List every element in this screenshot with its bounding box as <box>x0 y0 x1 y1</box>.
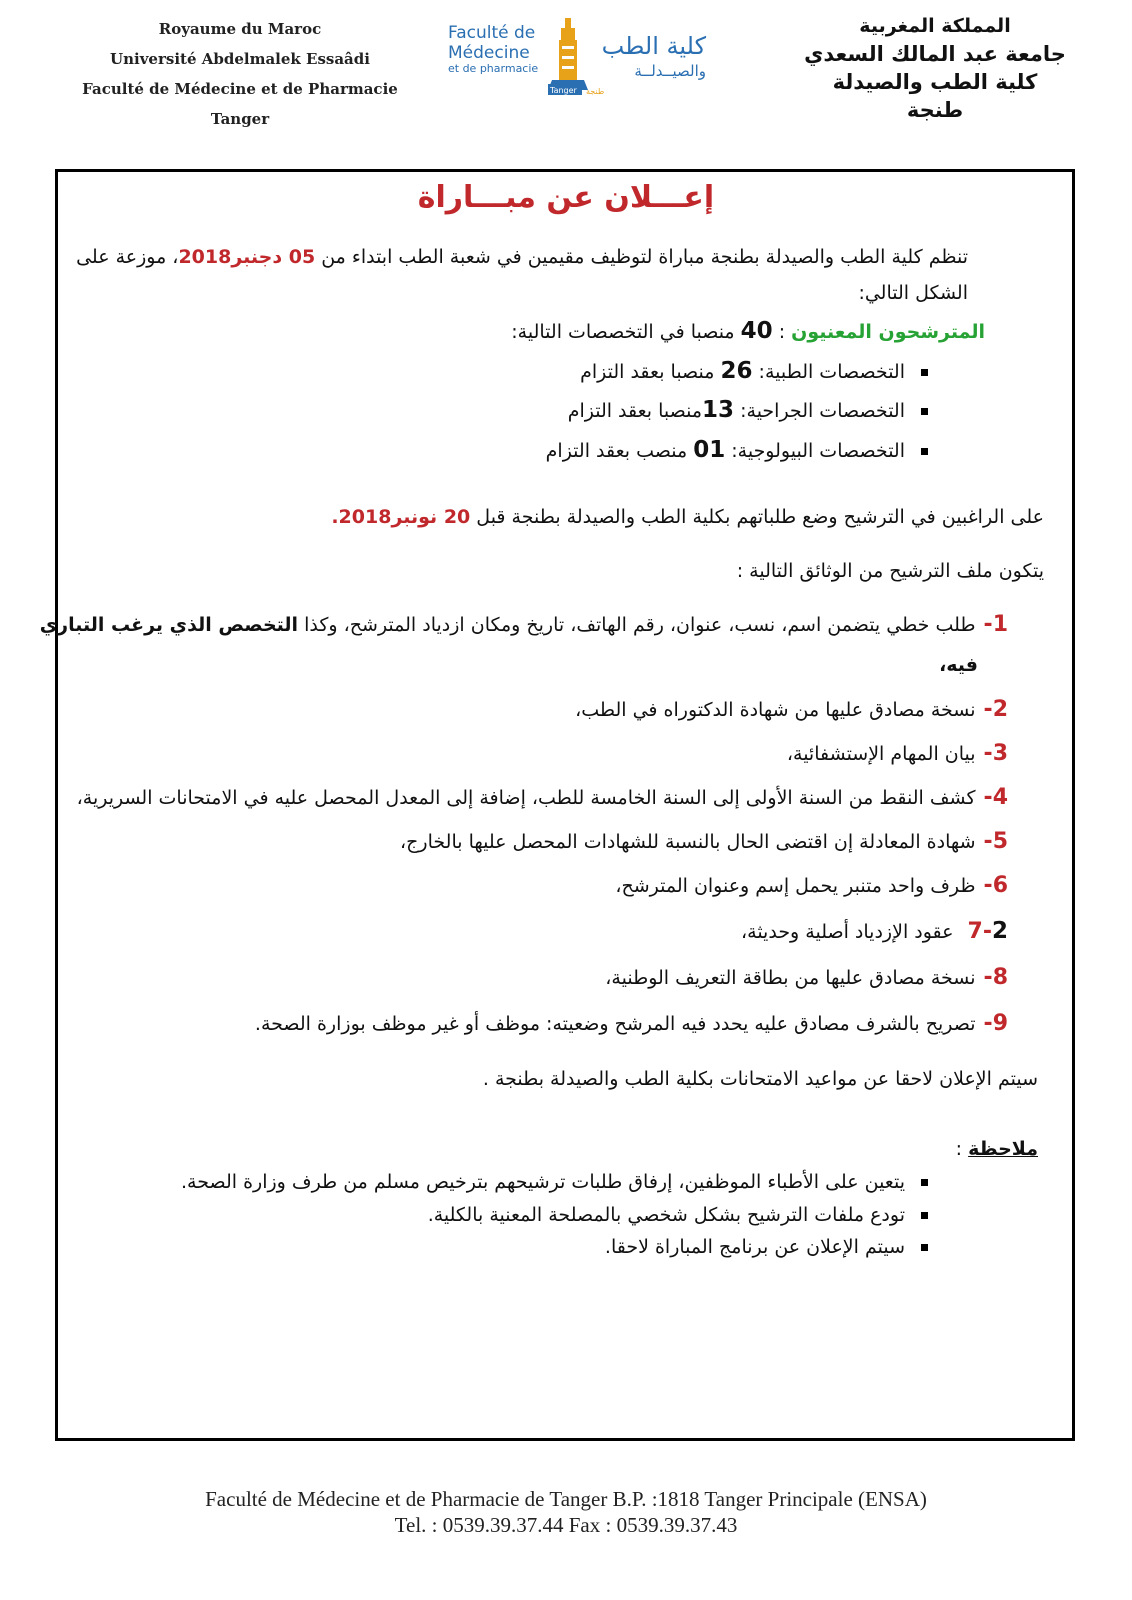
document-number: 6- <box>983 873 1008 898</box>
remark-item <box>428 1204 928 1226</box>
documents-intro: يتكون ملف الترشيح من الوثائق التالية : <box>736 560 1044 582</box>
lighthouse-icon <box>548 18 588 90</box>
specialty-count: 01 <box>693 437 726 463</box>
specialty-count: 26 <box>720 358 753 384</box>
logo-fr-2: Médecine <box>448 43 530 63</box>
document-number: 8- <box>983 965 1008 990</box>
bullet-icon <box>921 1179 928 1186</box>
header-arabic <box>780 12 1090 124</box>
document-item <box>741 918 1008 944</box>
document-item <box>255 1011 1008 1036</box>
specialty-rest: منصب بعقد التزام <box>545 440 694 462</box>
document-count: 2 <box>991 918 1008 944</box>
intro-line-2: الشكل التالي: <box>858 282 968 304</box>
document-item <box>40 612 1008 637</box>
logo-fr-1: Faculté de <box>448 23 536 43</box>
logo-badge-ar: طنجة <box>586 87 605 96</box>
bullet-icon <box>921 369 928 376</box>
document-item <box>787 741 1008 766</box>
bullet-icon <box>921 448 928 455</box>
header-ar-city: طنجة <box>906 98 964 122</box>
faculty-logo <box>448 12 748 132</box>
header-ar-university: جامعة عبد المالك السعدي <box>804 42 1066 66</box>
footer-address: Faculté de Médecine et de Pharmacie de Tanger B.P. :1818 Tanger Principale (ENSA) <box>205 1487 927 1511</box>
document-text: طلب خطي يتضمن اسم، نسب، عنوان، رقم الهاتف، تاريخ ومكان ازدياد المترشح، وكذا <box>298 614 976 636</box>
candidates-rest: منصبا في التخصصات التالية: <box>511 321 741 343</box>
document-number: 5- <box>983 829 1008 854</box>
header-fr-city: Tanger <box>210 110 270 128</box>
candidates-label: المترشحون المعنيون <box>791 321 985 343</box>
specialty-count: 13 <box>702 397 735 423</box>
document-item <box>605 965 1008 990</box>
document-number: 1- <box>983 612 1008 637</box>
document-continuation: فيه، <box>939 654 978 676</box>
remark-text: سيتم الإعلان عن برنامج المباراة لاحقا. <box>604 1236 905 1258</box>
document-number: 4- <box>983 785 1008 810</box>
remark-item <box>181 1171 928 1193</box>
document-number: 2- <box>983 697 1008 722</box>
remark-item <box>605 1236 928 1258</box>
remark-text: تودع ملفات الترشيح بشكل شخصي بالمصلحة المعنية بالكلية. <box>427 1204 905 1226</box>
intro-text-end: ، موزعة على <box>76 246 179 268</box>
deadline-text: على الراغبين في الترشيح وضع طلباتهم بكلية الطب والصيدلة بطنجة قبل <box>470 506 1044 528</box>
document-number: 7- <box>967 919 992 944</box>
specialty-item <box>568 397 928 423</box>
remarks-colon: : <box>955 1138 969 1160</box>
logo-fr-3: et de pharmacie <box>448 62 539 75</box>
exam-note: سيتم الإعلان لاحقا عن مواعيد الامتحانات بكلية الطب والصيدلة بطنجة . <box>482 1068 1038 1090</box>
remarks-title: ملاحظة <box>968 1138 1038 1160</box>
document-text: شهادة المعادلة إن اقتضى الحال بالنسبة للشهادات المحصل عليها بالخارج، <box>400 831 976 853</box>
document-item-cont <box>939 654 978 676</box>
header-ar-faculty: كلية الطب والصيدلة <box>832 70 1038 94</box>
document-text: عقود الإزدياد أصلية وحديثة، <box>741 921 960 943</box>
document-text: نسخة مصادق عليها من شهادة الدكتوراه في الطب، <box>575 699 976 721</box>
document-text: كشف النقط من السنة الأولى إلى السنة الخامسة للطب، إضافة إلى المعدل المحصل عليه في الامتحانات السريرية، <box>76 787 976 809</box>
candidates-sep: : <box>772 321 792 343</box>
logo-ar-1: كلية الطب <box>601 32 706 60</box>
deadline-line <box>331 506 1044 528</box>
bullet-icon <box>921 1244 928 1251</box>
document-item <box>615 873 1008 898</box>
intro-line-1 <box>76 246 968 268</box>
candidates-count: 40 <box>740 318 773 344</box>
header-fr-university: Université Abdelmalek Essaâdi <box>110 50 370 68</box>
specialty-label: التخصصات الجراحية: <box>734 400 905 422</box>
header-french <box>60 14 420 134</box>
header-ar-kingdom: المملكة المغربية <box>859 15 1011 37</box>
document-number: 3- <box>983 741 1008 766</box>
intro-date: 05 دجنبر2018 <box>178 246 316 268</box>
document-text: نسخة مصادق عليها من بطاقة التعريف الوطنية، <box>605 967 976 989</box>
remark-text: يتعين على الأطباء الموظفين، إرفاق طلبات ترشيحهم بترخيص مسلم من طرف وزارة الصحة. <box>181 1171 905 1193</box>
deadline-date: 20 نونبر2018. <box>331 506 471 528</box>
specialty-rest: منصبا بعقد التزام <box>580 361 721 383</box>
document-text: ظرف واحد متنبر يحمل إسم وعنوان المترشح، <box>615 875 976 897</box>
document-number: 9- <box>983 1011 1008 1036</box>
logo-badge-text: Tanger <box>550 86 577 95</box>
intro-text: تنظم كلية الطب والصيدلة بطنجة مباراة لتوظيف مقيمين في شعبة الطب ابتداء من <box>315 246 968 268</box>
remarks-heading <box>956 1138 1038 1160</box>
specialty-rest: منصبا بعقد التزام <box>567 400 703 422</box>
header-fr-kingdom: Royaume du Maroc <box>158 20 322 38</box>
document-text: بيان المهام الإستشفائية، <box>786 743 976 765</box>
announcement-title: إعـــلان عن مبـــاراة <box>417 180 715 215</box>
document-item <box>77 785 1008 810</box>
candidates-line <box>511 318 985 344</box>
bullet-icon <box>921 1212 928 1219</box>
specialty-label: التخصصات الطبية: <box>752 361 905 383</box>
page-footer <box>0 1486 1132 1538</box>
footer-contact: Tel. : 0539.39.37.44 Fax : 0539.39.37.43 <box>394 1513 738 1537</box>
specialty-label: التخصصات البيولوجية: <box>725 440 905 462</box>
logo-ar-2: والصيــدلــة <box>634 62 706 80</box>
document-text: تصريح بالشرف مصادق عليه يحدد فيه المرشح وضعيته: موظف أو غير موظف بوزارة الصحة. <box>254 1013 976 1035</box>
specialty-item <box>546 437 928 463</box>
specialty-item <box>580 358 928 384</box>
document-item <box>400 829 1008 854</box>
document-bold: التخصص الذي يرغب التباري <box>39 614 299 636</box>
bullet-icon <box>921 408 928 415</box>
document-item <box>575 697 1008 722</box>
header-fr-faculty: Faculté de Médecine et de Pharmacie <box>82 80 398 98</box>
